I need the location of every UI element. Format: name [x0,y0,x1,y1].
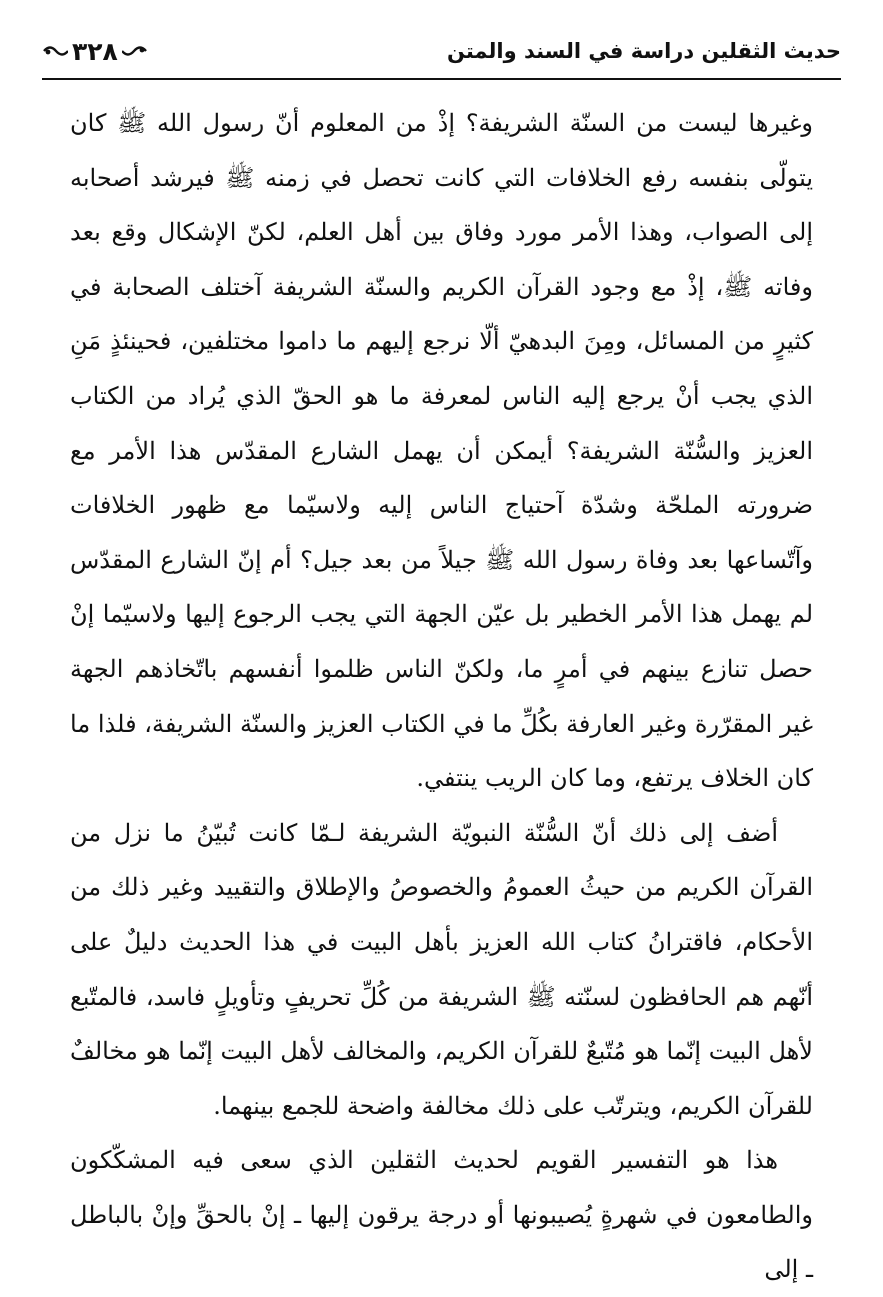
body-text [70,96,813,1297]
header-rule [42,78,841,80]
paragraph: وغيرها ليست من السنّة الشريفة؟ إذْ من المعلوم أنّ رسول الله ﷺ كان يتولّى بنفسه رفع الخلافات التي كانت تحصل في زمنه ﷺ فيرشد أصحابه إلى الصواب، وهذا الأمر مورد وفاق بين أهل العلم، لكنّ الإشكال وقع بعد وفاته ﷺ، إذْ مع وجود القرآن الكريم والسنّة الشريفة آختلف الصحابة في كثيرٍ من المسائل، ومِنَ البدهيّ ألّا نرجع إليهم ما داموا مختلفين، فحينئذٍ مَنِ الذي يجب أنْ يرجع إليه الناس لمعرفة ما هو الحقّ الذي يُراد من الكتاب العزيز والسُّنّة الشريفة؟ أيمكن أن يهمل الشارع المقدّس هذا الأمر مع ضرورته الملحّة وشدّة آحتياج الناس إليه ولاسيّما مع ظهور الخلافات وآتّساعها بعد وفاة رسول الله ﷺ جيلاً من بعد جيل؟ أم إنّ الشارع المقدّس لم يهمل هذا الأمر الخطير بل عيّن الجهة التي يجب الرجوع إليها ولاسيّما إنْ حصل تنازع بينهم في أمرٍ ما، ولكنّ الناس ظلموا أنفسهم باتّخاذهم الجهة غير المقرّرة وغير العارفة بكُلِّ ما في الكتاب العزيز والسنّة الشريفة، فلذا ما كان الخلاف يرتفع، وما كان الريب ينتفي. [70,109,814,793]
page-number: ٣٢٨ [72,36,118,66]
running-title: حديث الثقلين دراسة في السند والمتن [446,39,841,63]
left-flourish-icon [42,44,68,58]
paragraph: هذا هو التفسير القويم لحديث الثقلين الذي سعى فيه المشكّكون والطامعون في شهرةٍ يُصيبونها أو درجة يرقون إليها ـ إنْ بالحقِّ وإنْ بالباطل ـ إلى [70,1146,813,1284]
page-header [42,30,841,72]
paragraph: أضف إلى ذلك أنّ السُّنّة النبويّة الشريفة لـمّا كانت تُبيّنُ ما نزل من القرآن الكريم من حيثُ العمومُ والخصوصُ والإطلاق والتقييد وغير ذلك من الأحكام، فاقترانُ كتاب الله العزيز بأهل البيت في هذا الحديث دليلٌ على أنّهم هم الحافظون لسنّته ﷺ الشريفة من كُلِّ تحريفٍ وتأويلٍ فاسد، فالمتّبع لأهل البيت إنّما هو مُتّبعٌ للقرآن الكريم، والمخالف لأهل البيت إنّما هو مخالفٌ للقرآن الكريم، ويترتّب على ذلك مخالفة واضحة للجمع بينهما. [70,818,813,1120]
right-flourish-icon [122,44,148,58]
page-number-ornament [42,36,148,66]
